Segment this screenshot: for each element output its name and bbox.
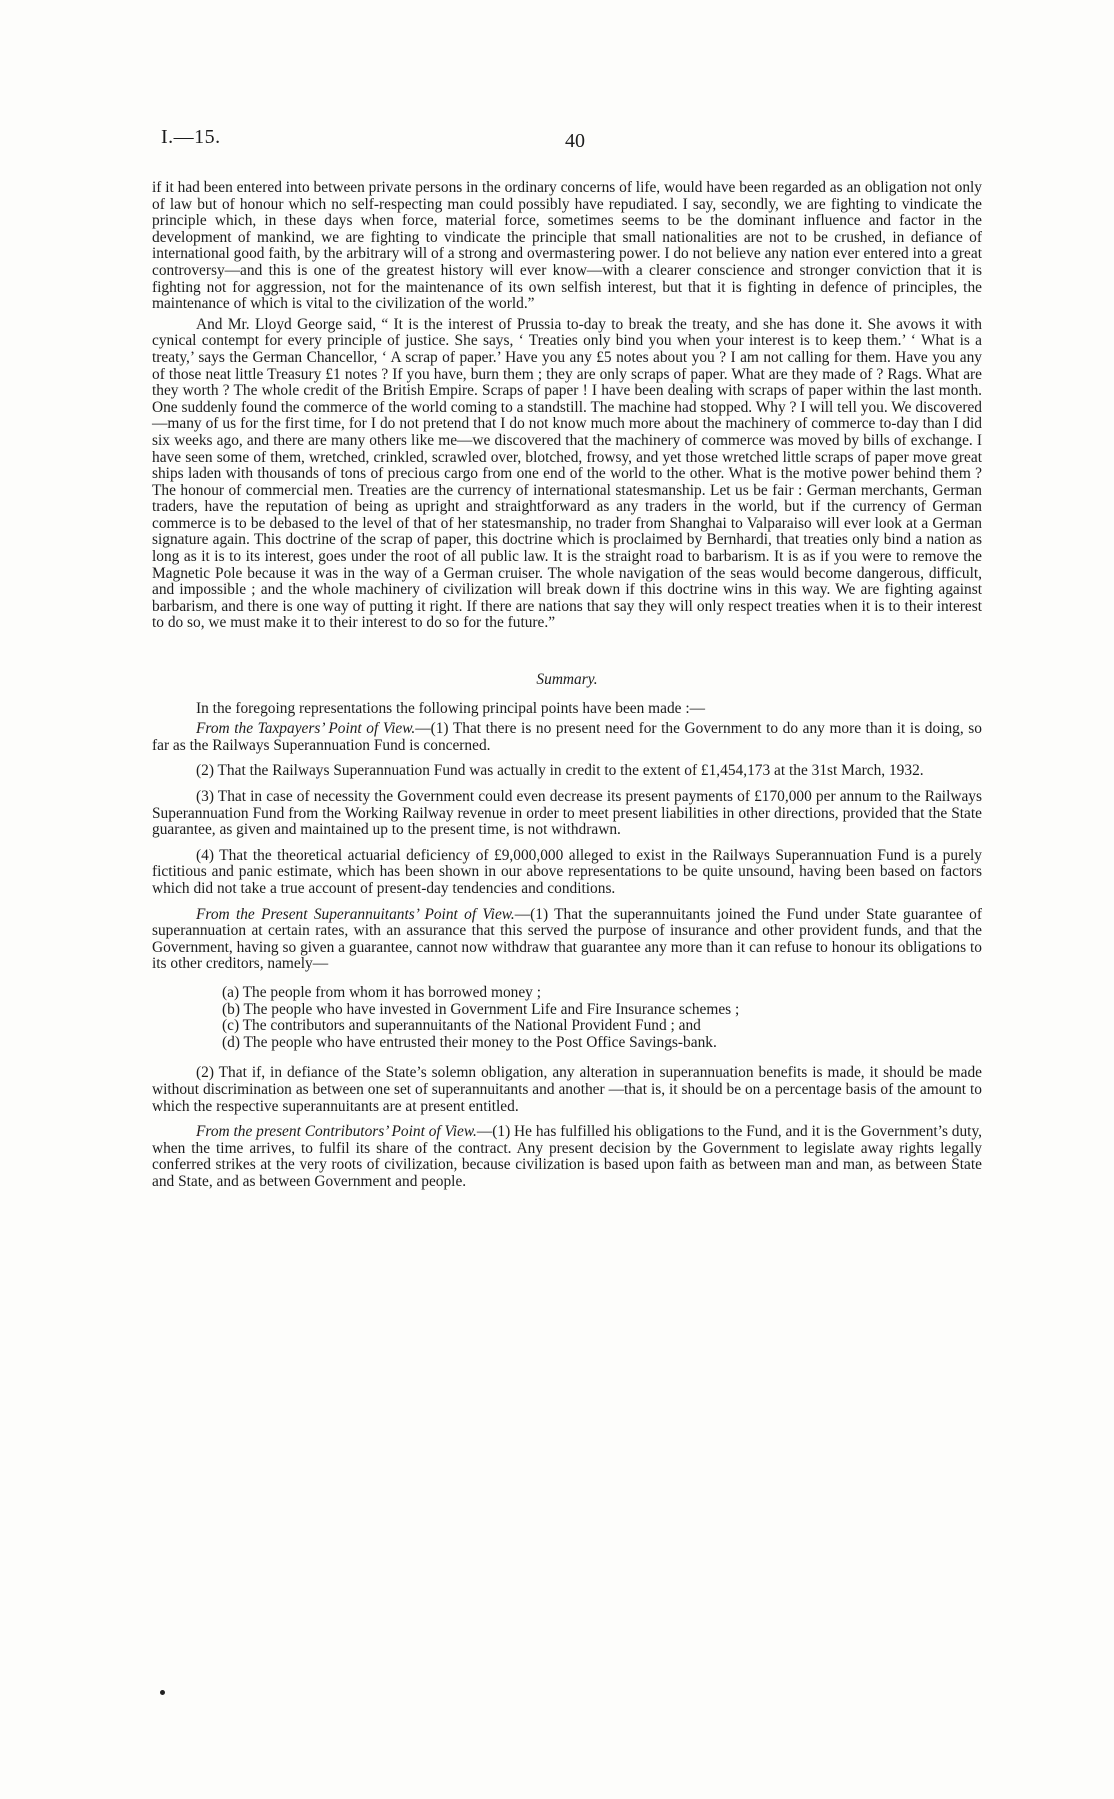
contributors-point-1 <box>152 1124 982 1190</box>
superannuitants-point-1 <box>152 907 982 973</box>
taxpayers-point-4: (4) That the theoretical actuarial deficiency of £9,000,000 alleged to exist in the Railways Superannuation Fund is a purely fictitious and panic estimate, which has been shown in our above representations to be quite unsound, having been based on factors which did not take a true account of present-day tendencies and conditions. <box>152 846 982 897</box>
taxpayers-point-2: (2) That the Railways Superannuation Fund was actually in credit to the extent of £1,454,173 at the 31st March, 1932. <box>196 762 924 780</box>
contributors-point-1-text: —(1) He has fulfilled his obligations to the Fund, and it is the Government’s duty, when the time arrives, to fulfil its share of the contract. Any present decision by the Government to legislate away rights legally conferred strikes at the very roots of civilization, because civilization is based upon faith as between man and man, as between State and State, and as between Government and people. <box>152 1123 982 1190</box>
summary-heading: Summary. <box>536 671 598 689</box>
superannuitants-point-1-text: —(1) That the superannuitants joined the Fund under State guarantee of superannuation at certain rates, with an assurance that this served the purpose of insurance and other provident funds, and that the Government, having so given a guarantee, cannot now withdraw that guarantee any more than it can refuse to honour its obligations to its other creditors, namely— <box>152 905 982 973</box>
taxpayers-point-1-text: —(1) That there is no present need for the Government to do any more than it is doing, so far as the Railways Superannuation Fund is concerned. <box>152 720 982 754</box>
paragraph-lloyd-george: And Mr. Lloyd George said, “ It is the interest of Prussia to-day to break the treaty, and she has done it. She avows it with cynical contempt for every principle of justice. She says, ‘ Treaties only bind you when your interest is to keep them.’ ‘ What is a treaty,’ says the German Chancellor, ‘ A scrap of paper.’ Have you any £5 notes about you ? I am not calling for them. Have you any of those neat little Treasury £1 notes ? If you have, burn them ; they are only scraps of paper. What are they made of ? Rags. What are they worth ? The whole credit of the British Empire. Scraps of paper ! I have been dealing with scraps of paper within the last month. One suddenly found the commerce of the world coming to a standstill. The machine had stopped. Why ? I will tell you. We discovered—many of us for the first time, for I do not pretend that I do not know much more about the machinery of commerce to-day than I did six weeks ago, and there are many others like me—we discovered that the machinery of commerce was moved by bills of exchange. I have seen some of them, wretched, crinkled, scrawled over, blotched, frowsy, and yet those wretched little scraps of paper move great ships laden with thousands of tons of precious cargo from one end of the world to the other. What is the motive power behind them ? The honour of commercial men. Treaties are the currency of international statesmanship. Let us be fair : German merchants, German traders, have the reputation of being as upright and straightforward as any traders in the world, but if the currency of German commerce is to be debased to the level of that of her statesmanship, no trader from Shanghai to Valparaiso will ever look at a German signature again. This doctrine of the scrap of paper, this doctrine which is proclaimed by Bernhardi, that treaties only bind a nation as long as it is to its interest, goes under the root of all public law. It is the straight road to barbarism. It is as if you were to remove the Magnetic Pole because it was in the way of a German cruiser. The whole navigation of the seas would become dangerous, difficult, and impossible ; and the whole machinery of civilization will break down if this doctrine wins in this way. We are fighting against barbarism, and there is one way of putting it right. If there are nations that say they will only respect treaties when it is to their interest to do so, we must make it to their interest to do so for the future.” <box>152 315 982 632</box>
superannuitants-point-2: (2) That if, in defiance of the State’s solemn obligation, any alteration in superannuation benefits is made, it should be made without discrimination as between one set of superannuitants and another —that is, it should be on a percentage basis of the amount to which the respective superannuitants are at present entitled. <box>152 1064 982 1115</box>
page-number: 40 <box>565 130 585 152</box>
list-item: (b) The people who have invested in Government Life and Fire Insurance schemes ; <box>222 1000 740 1018</box>
list-item: (a) The people from whom it has borrowed money ; <box>222 983 541 1001</box>
paragraph-quote-continuation: if it had been entered into between private persons in the ordinary concerns of life, would have been regarded as an obligation not only of law but of honour which no self-respecting man could possibly have repudiated. I say, secondly, we are fighting to vindicate the principle which, in these days when force, material force, sometimes seems to be the dominant influence and factor in the development of mankind, we are fighting to vindicate the principle that small nationalities are not to be crushed, in defiance of international good faith, by the arbitrary will of a strong and overmastering power. I do not believe any nation ever entered into a great controversy—and this is one of the greatest history will ever know—with a clearer conscience and stronger conviction that it is fighting not for aggression, not for the maintenance of its own selfish interest, but that it is fighting in defence of principles, the maintenance of which is vital to the civilization of the world.” <box>152 179 982 313</box>
list-item: (c) The contributors and superannuitants of the National Provident Fund ; and <box>222 1017 701 1035</box>
taxpayers-lead: From the Taxpayers’ Point of View. <box>196 720 416 738</box>
page-ref: I.—15. <box>161 126 221 148</box>
taxpayers-point-3: (3) That in case of necessity the Government could even decrease its present payments of £170,000 per annum to the Railways Superannuation Fund from the Working Railway revenue in order to meet present liabilities in other directions, provided that the State guarantee, as given and maintained up to the present time, is not withdrawn. <box>152 788 982 839</box>
list-item: (d) The people who have entrusted their money to the Post Office Savings-bank. <box>222 1033 717 1051</box>
summary-intro: In the foregoing representations the following principal points have been made :— <box>196 699 706 717</box>
contributors-lead: From the present Contributors’ Point of View. <box>196 1123 477 1141</box>
superannuitants-lead: From the Present Superannuitants’ Point of View. <box>196 905 515 923</box>
margin-dot <box>160 1690 165 1695</box>
taxpayers-point-1 <box>152 721 982 754</box>
document-body <box>152 180 982 1190</box>
creditors-list <box>222 985 982 1051</box>
